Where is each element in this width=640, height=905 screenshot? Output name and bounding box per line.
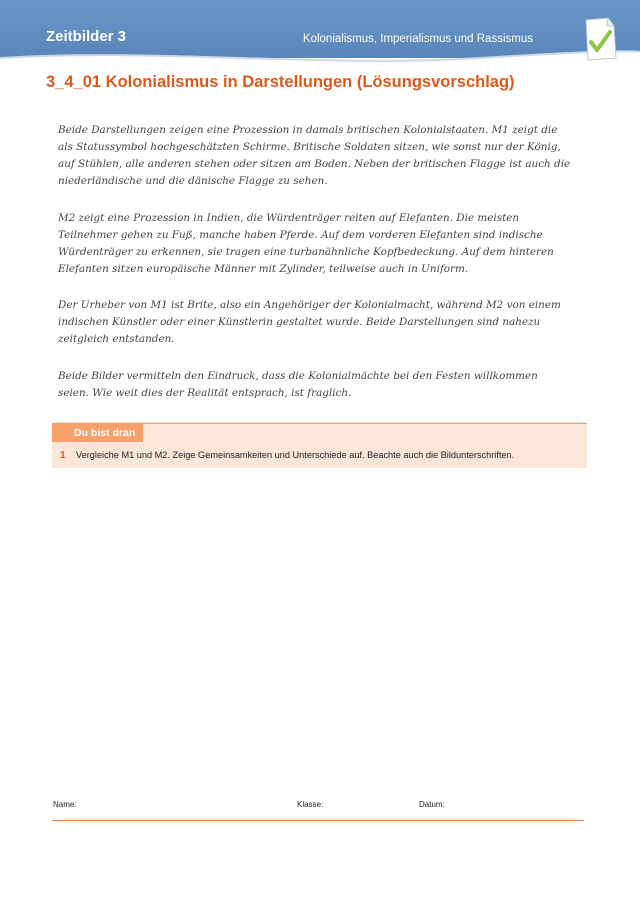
task-heading: Du bist dran	[74, 427, 136, 439]
line: seien. Wie weit dies der Realität entsprach, ist fraglich.	[58, 387, 352, 399]
task-text: Vergleiche M1 und M2. Zeige Gemeinsamkeiten und Unterschiede auf. Beachte auch die Bildunterschriften.	[76, 450, 515, 460]
task-divider	[143, 423, 587, 424]
date-label: Datum:	[419, 800, 445, 809]
line: Elefanten sitzen europäische Männer mit Zylinder, teilweise auch in Uniform.	[58, 263, 469, 275]
line: Beide Darstellungen zeigen eine Prozession in damals britischen Kolonialstaaten. M1 zeigt die	[58, 124, 558, 136]
line: auf Stühlen, alle anderen stehen oder sitzen am Boden. Neben der britischen Flagge ist auch die	[58, 158, 571, 170]
document-check-icon	[580, 16, 620, 62]
name-label: Name:	[53, 800, 77, 809]
line: Der Urheber von M1 ist Brite, also ein Angehöriger der Kolonialmacht, während M2 von einem	[58, 299, 561, 311]
line: indischen Künstler oder einer Künstlerin gestaltet wurde. Beide Darstellungen sind nahezu	[58, 316, 541, 328]
page-title: 3_4_01 Kolonialismus in Darstellungen (Lösungsvorschlag)	[46, 73, 515, 91]
line: Würdenträger zu erkennen, sie tragen eine turbanähnliche Kopfbedeckung. Auf dem hinteren	[58, 246, 554, 258]
class-label: Klasse:	[297, 800, 324, 809]
paragraph-4	[58, 368, 586, 402]
header-wave	[0, 48, 640, 72]
line: zeitgleich entstanden.	[58, 333, 175, 345]
line: Beide Bilder vermitteln den Eindruck, dass die Kolonialmächte bei den Festen willkommen	[58, 370, 538, 382]
series-title: Zeitbilder 3	[46, 28, 127, 45]
line: Teilnehmer gehen zu Fuß, manche haben Pferde. Auf dem vorderen Elefanten sind indische	[58, 229, 543, 241]
task-number: 1	[60, 450, 66, 461]
line: als Statussymbol hochgeschätzten Schirme. Britische Soldaten sitzen, wie sonst nur der König,	[58, 141, 561, 153]
chapter-topic: Kolonialismus, Imperialismus und Rassismus	[302, 33, 533, 45]
line: M2 zeigt eine Prozession in Indien, die Würdenträger reiten auf Elefanten. Die meisten	[58, 212, 520, 224]
line: niederländische und die dänische Flagge zu sehen.	[58, 175, 328, 187]
paragraph-2	[58, 210, 586, 278]
paragraph-3	[58, 297, 586, 348]
footer-line	[52, 820, 584, 821]
paragraph-1	[58, 122, 586, 190]
